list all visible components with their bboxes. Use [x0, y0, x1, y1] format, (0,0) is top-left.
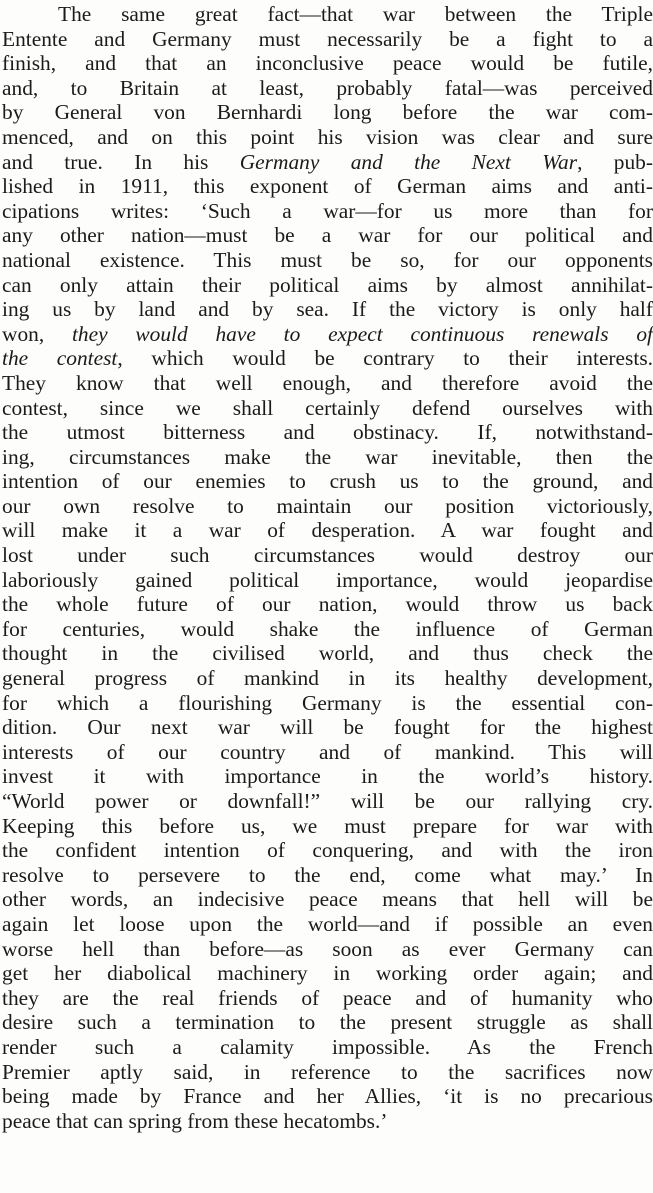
text-segment: cipations writes: ‘Such a war—for us more than for — [2, 198, 653, 223]
text-line — [2, 125, 653, 150]
text-line — [2, 592, 653, 617]
text-line — [2, 322, 653, 347]
text-line — [2, 76, 653, 101]
text-segment: get her diabolical machinery in working order again; and — [2, 961, 653, 986]
text-line — [2, 445, 653, 470]
text-line — [2, 273, 653, 298]
text-segment: the whole future of our nation, would throw us back — [2, 592, 653, 617]
text-segment: thought in the civilised world, and thus check the — [2, 641, 653, 666]
text-segment: by General von Bernhardi long before the war com- — [2, 100, 653, 125]
text-line — [2, 986, 653, 1011]
text-segment: lished in 1911, this exponent of German aims and anti- — [2, 174, 653, 199]
text-line — [2, 174, 653, 199]
text-segment: being made by France and her Allies, ‘it is no precarious — [2, 1084, 653, 1109]
text-segment: laboriously gained political importance, would jeopardise — [2, 567, 653, 592]
text-segment: render such a calamity impossible. As the French — [2, 1034, 653, 1059]
text-segment: ing us by land and by sea. If the victory is only half — [2, 297, 653, 322]
text-segment: our own resolve to maintain our position victoriously, — [2, 493, 653, 518]
text-line — [2, 666, 653, 691]
text-line — [2, 199, 653, 224]
text-line — [2, 1035, 653, 1060]
text-segment: lost under such circumstances would destroy our — [2, 543, 653, 568]
text-line — [2, 543, 653, 568]
text-segment: the utmost bitterness and obstinacy. If, notwithstand- — [2, 420, 653, 445]
text-segment: peace that can spring from these hecatombs.’ — [2, 1108, 388, 1133]
italic-text: Germany and the Next War — [239, 149, 578, 174]
text-line — [2, 396, 653, 421]
text-line — [2, 518, 653, 543]
text-segment: Keeping this before us, we must prepare for war with — [2, 813, 653, 838]
text-line — [2, 568, 653, 593]
text-line — [2, 691, 653, 716]
text-segment: the confident intention of conquering, and with the iron — [2, 838, 653, 863]
text-segment: contest, since we shall certainly defend ourselves with — [2, 395, 653, 420]
body-paragraph — [2, 2, 653, 1133]
text-line — [2, 641, 653, 666]
text-line — [2, 51, 653, 76]
text-line — [2, 617, 653, 642]
text-segment: intention of our enemies to crush us to the ground, and — [2, 469, 653, 494]
text-segment: interests of our country and of mankind. This will — [2, 739, 653, 764]
text-segment: national existence. This must be so, for our opponents — [2, 247, 653, 272]
text-line — [2, 346, 653, 371]
text-line — [2, 789, 653, 814]
text-line — [2, 100, 653, 125]
text-segment: The same great fact—that war between the Triple — [58, 2, 653, 26]
text-line — [2, 27, 653, 52]
text-segment: general progress of mankind in its healthy development, — [2, 666, 653, 691]
text-line — [2, 937, 653, 962]
text-segment: ing, circumstances make the war inevitable, then the — [2, 444, 653, 469]
text-line — [2, 469, 653, 494]
text-line — [2, 740, 653, 765]
italic-text: they would have to expect continuous renewals of — [71, 321, 653, 346]
text-line — [2, 2, 653, 27]
text-line — [2, 863, 653, 888]
text-line — [2, 838, 653, 863]
text-segment: They know that well enough, and therefore avoid the — [2, 370, 653, 395]
text-line — [2, 297, 653, 322]
text-line — [2, 1109, 653, 1134]
text-line — [2, 912, 653, 937]
text-line — [2, 887, 653, 912]
text-segment: finish, and that an inconclusive peace would be futile, — [2, 51, 653, 76]
text-segment: worse hell than before—as soon as ever Germany can — [2, 936, 653, 961]
text-segment: resolve to persevere to the end, come what may.’ In — [2, 862, 653, 887]
text-segment: will make it a war of desperation. A war fought and — [2, 518, 653, 543]
text-line — [2, 764, 653, 789]
text-line — [2, 420, 653, 445]
text-line — [2, 223, 653, 248]
text-line — [2, 1060, 653, 1085]
text-line — [2, 494, 653, 519]
text-segment: , which would be contrary to their interests. — [117, 346, 653, 371]
text-line — [2, 150, 653, 175]
text-segment: invest it with importance in the world’s history. — [2, 764, 653, 789]
text-segment: Entente and Germany must necessarily be a fight to a — [2, 26, 653, 51]
text-line — [2, 961, 653, 986]
text-segment: other words, an indecisive peace means that hell will be — [2, 887, 653, 912]
text-line — [2, 715, 653, 740]
text-line — [2, 814, 653, 839]
text-segment: menced, and on this point his vision was clear and sure — [2, 124, 653, 149]
text-segment: for which a flourishing Germany is the essential con- — [2, 690, 653, 715]
text-segment: won, — [2, 321, 72, 346]
text-segment: again let loose upon the world—and if possible an even — [2, 911, 653, 936]
text-segment: for centuries, would shake the influence of German — [2, 616, 653, 641]
text-segment: can only attain their political aims by almost annihilat- — [2, 272, 653, 297]
text-segment: and true. In his — [2, 149, 240, 174]
text-segment: desire such a termination to the present struggle as shall — [2, 1010, 653, 1035]
text-line — [2, 1084, 653, 1109]
text-segment: they are the real friends of peace and of humanity who — [2, 985, 653, 1010]
text-segment: , pub- — [577, 149, 653, 174]
text-segment: dition. Our next war will be fought for the highest — [2, 715, 653, 740]
text-segment: and, to Britain at least, probably fatal—was perceived — [2, 75, 653, 100]
italic-text: the contest — [2, 346, 118, 371]
text-segment: any other nation—must be a war for our political and — [2, 223, 653, 248]
text-line — [2, 371, 653, 396]
text-line — [2, 248, 653, 273]
text-segment: Premier aptly said, in reference to the sacrifices now — [2, 1059, 653, 1084]
text-line — [2, 1010, 653, 1035]
text-segment: “World power or downfall!” will be our rallying cry. — [2, 789, 653, 813]
